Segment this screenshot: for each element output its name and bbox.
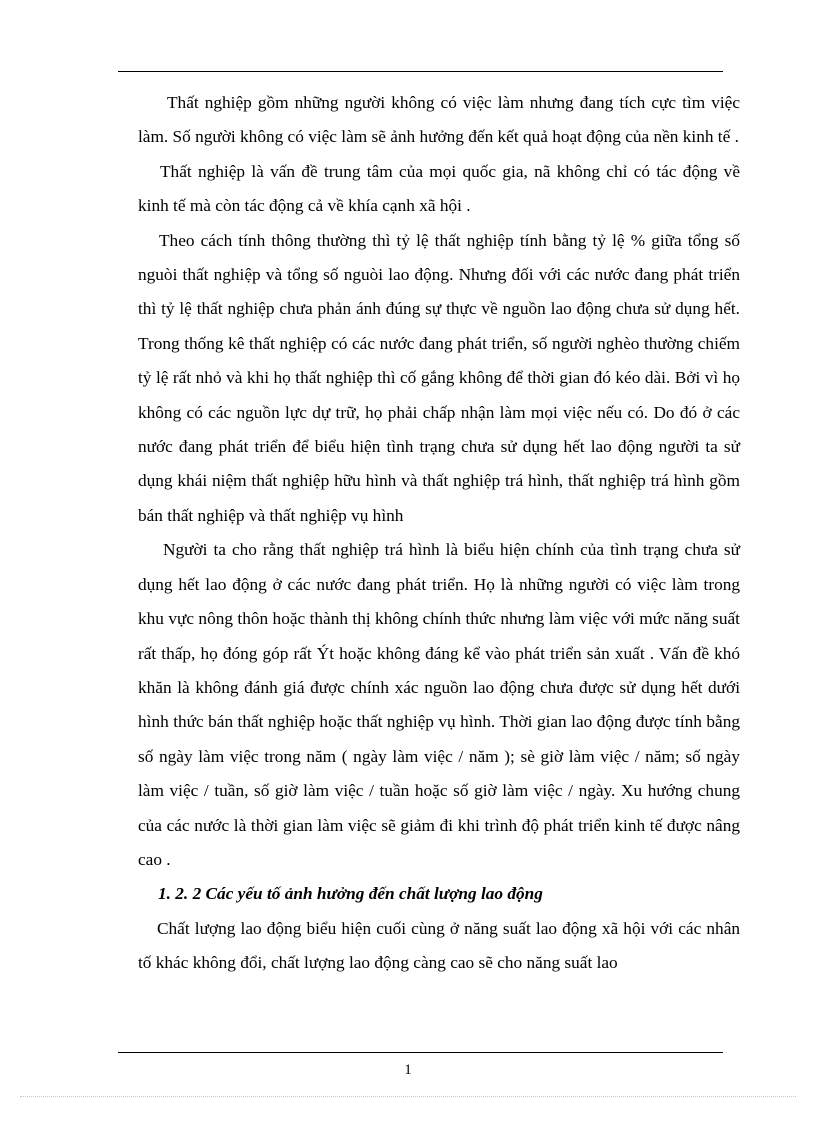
document-body <box>138 86 740 981</box>
paragraph-1: Thất nghiệp gồm những người không có việc làm nhưng đang tích cực tìm việc làm. Số người không có việc làm sẽ ảnh hưởng đến kết quả hoạt động của nền kinh tế . <box>138 93 740 147</box>
paragraph-2: Thất nghiệp là vấn đề trung tâm của mọi quốc gia, nã không chỉ có tác động về kinh tế mà còn tác động cả về khía cạnh xã hội . <box>138 161 740 216</box>
page-number: 1 <box>404 1062 412 1078</box>
page-boundary-line <box>20 1096 796 1097</box>
header-rule <box>118 71 723 72</box>
paragraph-4: Người ta cho rằng thất nghiệp trá hình là biểu hiện chính của tình trạng chưa sử dụng hết lao động ở các nước đang phát triển. Họ là những người có việc làm trong khu vực nông thôn hoặc thành thị không chính thức nhưng làm việc với mức năng suất rất thấp, họ đóng góp rất Ýt hoặc không đáng kể vào phát triển sản xuất . Vấn đề khó khăn là không đánh giá được chính xác nguồn lao động chưa được sử dụng hết dưới hình thức bán thất nghiệp hoặc thất nghiệp vụ hình. Thời gian lao động được tính bằng số ngày làm việc trong năm ( ngày làm việc / năm ); sè giờ làm việc / năm; số ngày làm việc / tuần, số giờ làm việc / tuần hoặc số giờ làm việc / ngày. Xu hướng chung của các nước là thời gian làm việc sẽ giảm đi khi trình độ phát triển kinh tế được nâng cao . <box>138 540 740 869</box>
section-heading: 1. 2. 2 Các yếu tố ảnh hưởng đến chất lượng lao động <box>158 884 543 904</box>
footer-rule <box>118 1052 723 1053</box>
paragraph-3: Theo cách tính thông thường thì tỷ lệ thất nghiệp tính bằng tỷ lệ % giữa tổng số nguòi thất nghiệp và tổng số nguòi lao động. Nhưng đối với các nước đang phát triển thì tỷ lệ thất nghiệp chưa phản ánh đúng sự thực về nguồn lao động chưa sử dụng hết. Trong thống kê thất nghiệp có các nước đang phát triển, số người nghèo thường chiếm tỷ lệ rất nhỏ và khi họ thất nghiệp thì cố gắng không để thời gian đó kéo dài. Bởi vì họ không có các nguồn lực dự trữ, họ phải chấp nhận làm mọi việc nếu có. Do đó ở các nước đang phát triển để biểu hiện tình trạng chưa sử dụng hết lao động người ta sử dụng khái niệm thất nghiệp hữu hình và thất nghiệp trá hình, thất nghiệp trá hình gồm bán thất nghiệp và thất nghiệp vụ hình <box>138 230 740 525</box>
paragraph-5: Chất lượng lao động biểu hiện cuối cùng ở năng suất lao động xã hội với các nhân tố khác không đổi, chất lượng lao động càng cao sẽ cho năng suất lao <box>138 918 740 973</box>
